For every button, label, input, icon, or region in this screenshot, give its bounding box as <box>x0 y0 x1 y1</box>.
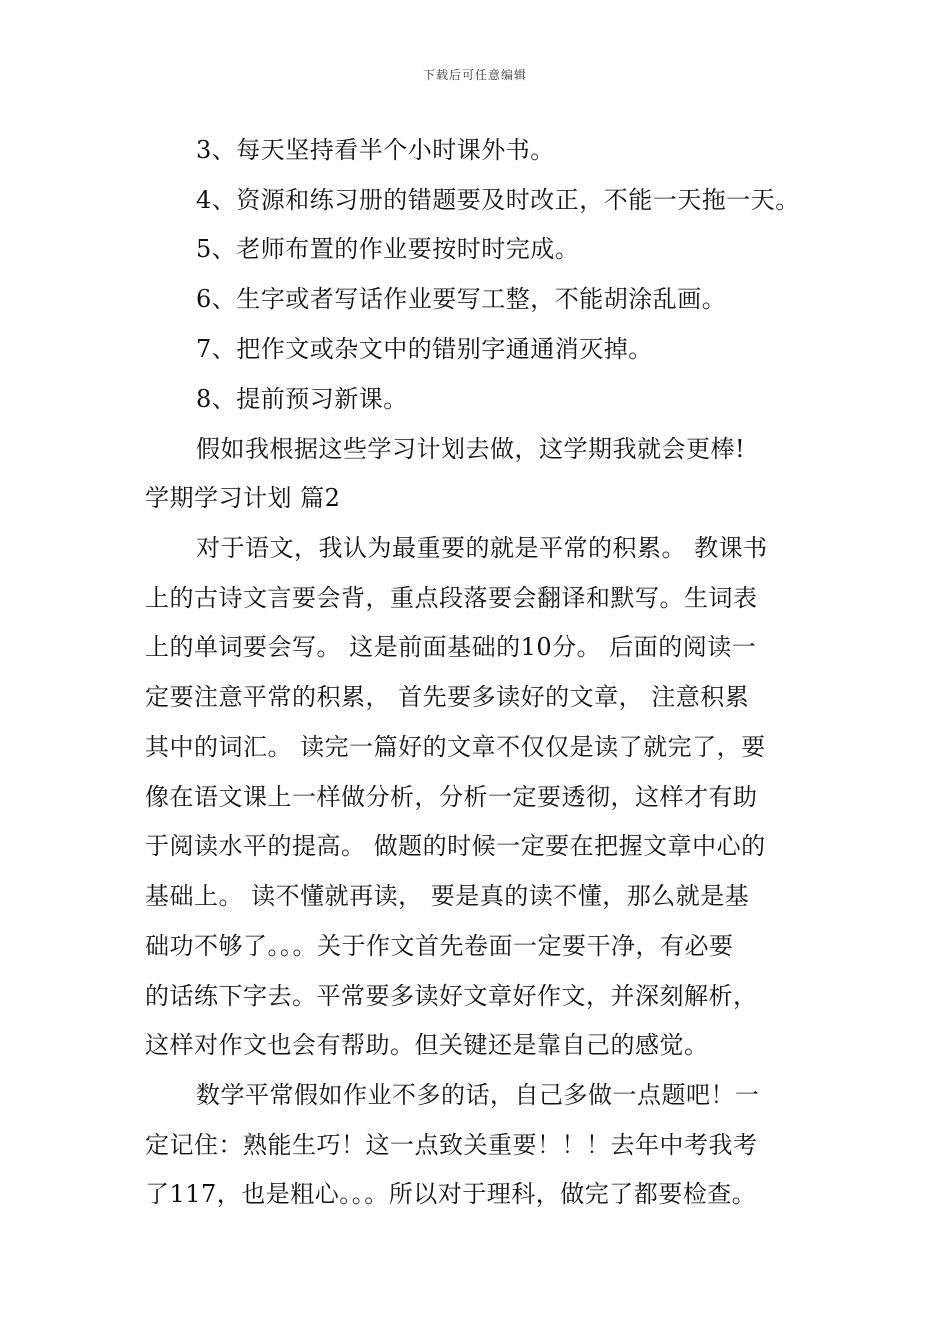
paragraph-line: 这样对作文也会有帮助。但关键还是靠自己的感觉。 <box>145 1031 709 1059</box>
closing-sentence: 假如我根据这些学习计划去做，这学期我就会更棒! <box>196 435 746 463</box>
section-title: 学期学习计划 篇2 <box>145 484 341 512</box>
paragraph-line: 上的单词要会写。 这是前面基础的10分。 后面的阅读一 <box>145 633 757 661</box>
paragraph-line: 其中的词汇。 读完一篇好的文章不仅仅是读了就完了，要 <box>145 733 766 761</box>
paragraph-line: 了117，也是粗心。。。所以对于理科，做完了都要检查。 <box>145 1180 757 1208</box>
list-item: 5、老师布置的作业要按时时完成。 <box>196 235 580 263</box>
paragraph-line: 数学平常假如作业不多的话，自己多做一点题吧！一 <box>196 1081 760 1109</box>
list-item: 4、资源和练习册的错题要及时改正，不能一天拖一天。 <box>196 186 800 214</box>
header-note: 下载后可任意编辑 <box>422 68 527 82</box>
paragraph-line: 对于语文，我认为最重要的就是平常的积累。 教课书 <box>196 534 768 562</box>
paragraph-line: 上的古诗文言要会背，重点段落要会翻译和默写。生词表 <box>145 584 758 612</box>
paragraph-line: 基础上。 读不懂就再读， 要是真的读不懂，那么就是基 <box>145 882 750 910</box>
list-item: 7、把作文或杂文中的错别字通通消灭掉。 <box>196 335 653 363</box>
paragraph-line: 定要注意平常的积累， 首先要多读好的文章， 注意积累 <box>145 683 750 711</box>
paragraph-line: 于阅读水平的提高。 做题的时候一定要在把握文章中心的 <box>145 832 766 860</box>
paragraph-line: 像在语文课上一样做分析，分析一定要透彻，这样才有助 <box>145 783 758 811</box>
paragraph-line: 定记住：熟能生巧！这一点致关重要！！！去年中考我考 <box>145 1131 758 1159</box>
list-item: 3、每天坚持看半个小时课外书。 <box>196 136 555 164</box>
list-item: 8、提前预习新课。 <box>196 385 408 413</box>
paragraph-line: 础功不够了。。。关于作文首先卷面一定要干净，有必要 <box>145 932 734 960</box>
paragraph-line: 的话练下字去。平常要多读好文章好作文，并深刻解析， <box>145 982 758 1010</box>
list-item: 6、生字或者写话作业要写工整，不能胡涂乱画。 <box>196 285 727 313</box>
